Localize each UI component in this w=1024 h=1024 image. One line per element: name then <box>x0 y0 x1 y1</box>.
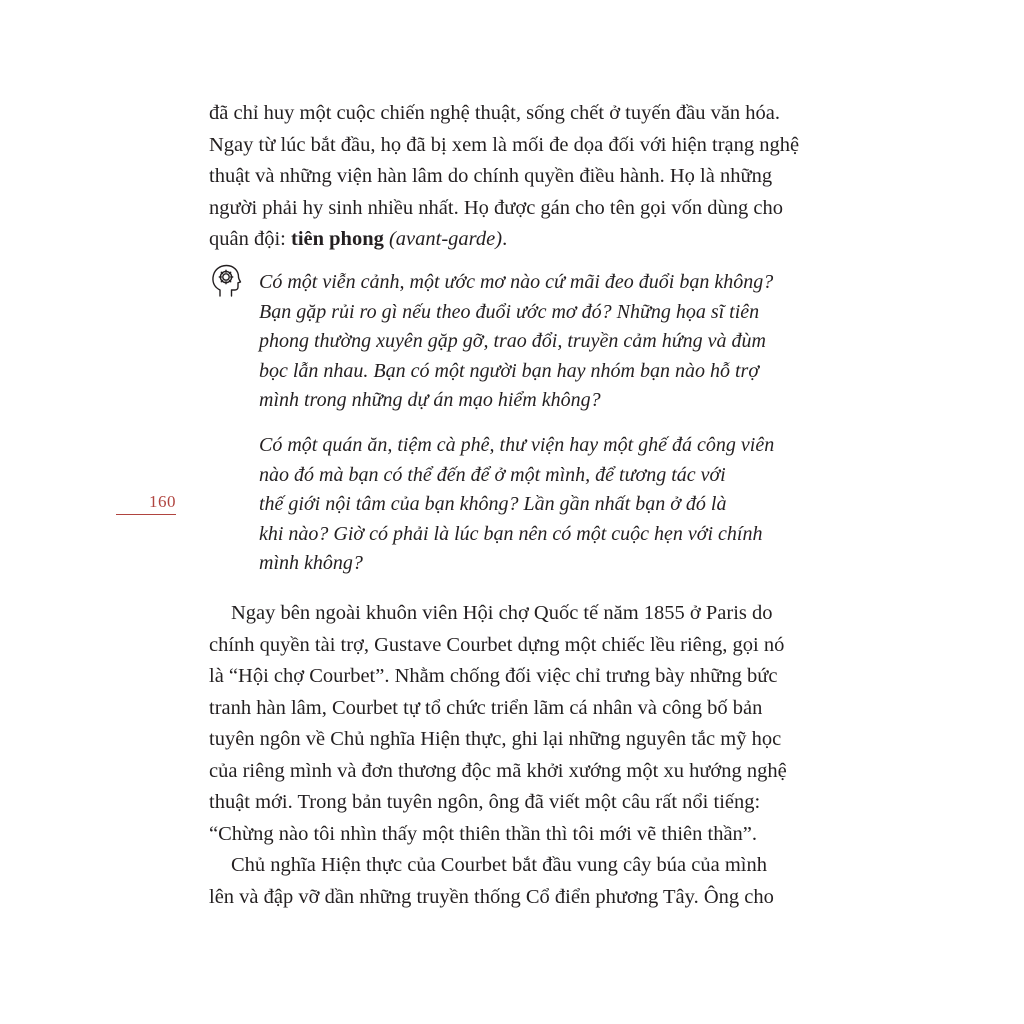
text-line: thế giới nội tâm của bạn không? Lần gần nhất bạn ở đó là <box>259 493 727 516</box>
page-number-rule <box>116 514 176 515</box>
text-line: mình trong những dự án mạo hiểm không? <box>259 389 601 412</box>
text-line: của riêng mình và đơn thương độc mã khởi xướng một xu hướng nghệ <box>209 759 787 782</box>
text-line: tuyên ngôn về Chủ nghĩa Hiện thực, ghi lại những nguyên tắc mỹ học <box>209 728 782 750</box>
page-number-marker <box>116 492 176 518</box>
text-line: chính quyền tài trợ, Gustave Courbet dựng một chiếc lều riêng, gọi nó <box>209 633 785 656</box>
text-line: tranh hàn lâm, Courbet tự tổ chức triển lãm cá nhân và công bố bản <box>209 696 763 719</box>
text-line: người phải hy sinh nhiều nhất. Họ được gán cho tên gọi vốn dùng cho <box>209 196 783 219</box>
text-line: Ngay bên ngoài khuôn viên Hội chợ Quốc tế năm 1855 ở Paris do <box>231 602 773 624</box>
text-line: nào đó mà bạn có thể đến để ở một mình, để tương tác với <box>259 463 726 486</box>
text-line: phong thường xuyên gặp gỡ, trao đổi, truyền cảm hứng và đùm <box>259 330 766 353</box>
text-line: Có một viễn cảnh, một ước mơ nào cứ mãi đeo đuổi bạn không? <box>259 271 774 293</box>
head-gear-icon <box>209 263 243 299</box>
text-line: thuật và những viện hàn lâm do chính quyền điều hành. Họ là những <box>209 165 773 187</box>
text-line: Chủ nghĩa Hiện thực của Courbet bắt đầu vung cây búa của mình <box>231 854 767 876</box>
text-line: “Chừng nào tôi nhìn thấy một thiên thần thì tôi mới vẽ thiên thần”. <box>209 822 758 845</box>
text-line: thuật mới. Trong bản tuyên ngôn, ông đã viết một câu rất nổi tiếng: <box>209 791 761 813</box>
reflection-question-2 <box>259 431 824 579</box>
body-paragraph-1 <box>209 598 824 850</box>
term-avant-garde-bold: tiên phong <box>291 228 384 250</box>
text-line: bọc lẫn nhau. Bạn có một người bạn hay nhóm bạn nào hỗ trợ <box>259 359 759 382</box>
intro-paragraph <box>209 98 824 256</box>
text-line: khi nào? Giờ có phải là lúc bạn nên có một cuộc hẹn với chính <box>259 522 763 545</box>
text-span: . <box>502 228 508 250</box>
text-line: Có một quán ăn, tiệm cà phê, thư viện hay một ghế đá công viên <box>259 434 775 456</box>
body-paragraph-2 <box>209 850 824 913</box>
text-span: quân đội: <box>209 228 291 250</box>
text-line: là “Hội chợ Courbet”. Nhằm chống đối việc chỉ trưng bày những bức <box>209 665 778 687</box>
text-line: Bạn gặp rủi ro gì nếu theo đuổi ước mơ đó? Những họa sĩ tiên <box>259 300 760 323</box>
term-avant-garde-italic: (avant-garde) <box>383 228 503 250</box>
reflection-question-1 <box>259 268 824 416</box>
text-line: lên và đập vỡ dần những truyền thống Cổ điển phương Tây. Ông cho <box>209 885 774 908</box>
text-line: đã chỉ huy một cuộc chiến nghệ thuật, sống chết ở tuyến đầu văn hóa. <box>209 102 781 124</box>
text-line <box>209 224 824 256</box>
text-line: mình không? <box>259 552 363 575</box>
page-number: 160 <box>149 492 176 511</box>
text-line: Ngay từ lúc bắt đầu, họ đã bị xem là mối đe dọa đối với hiện trạng nghệ <box>209 133 800 156</box>
